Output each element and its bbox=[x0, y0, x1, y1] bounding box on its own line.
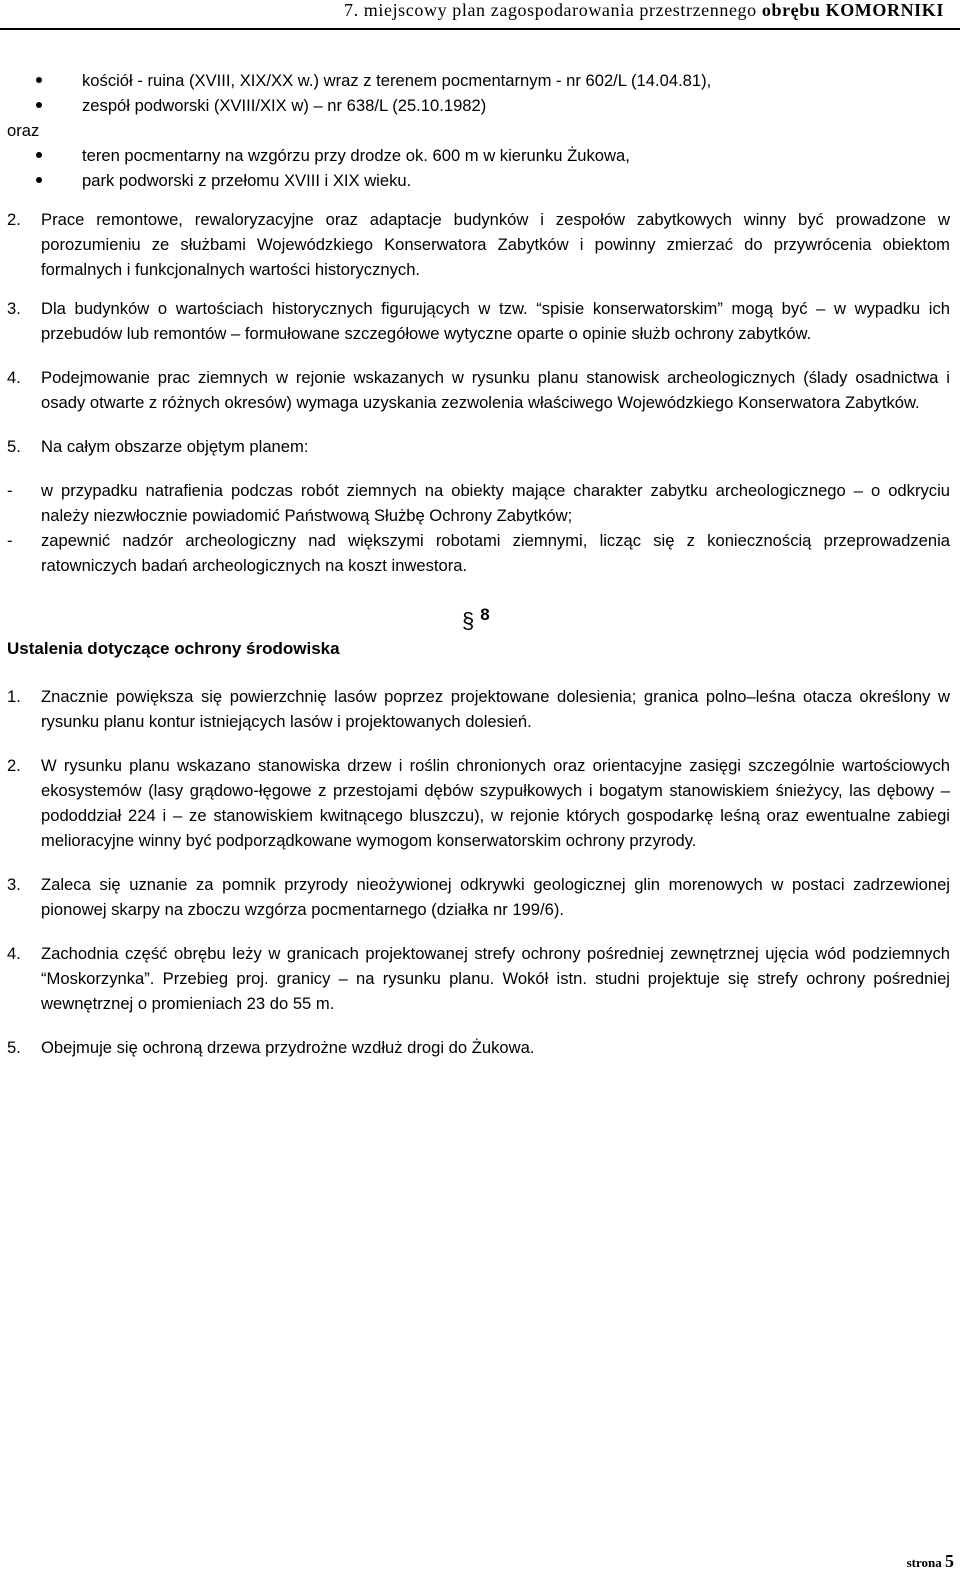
item-text: Podejmowanie prac ziemnych w rejonie wskazanych w rysunku planu stanowisk archeologicznych (ślady osadnictwa i osady otwarte z różnych okresów) wymaga uzyskania zezwolenia właściwego Wojewódzkiego Konserwatora Zabytków. bbox=[41, 368, 950, 412]
item-number: 3. bbox=[7, 299, 21, 318]
list-item bbox=[7, 68, 950, 93]
numbered-item bbox=[7, 1035, 950, 1060]
bullet-list-a bbox=[7, 68, 950, 118]
item-text: Obejmuje się ochroną drzewa przydrożne wzdłuż drogi do Żukowa. bbox=[41, 1038, 535, 1057]
item-text: Dla budynków o wartościach historycznych figurujących w tzw. “spisie konserwatorskim” mogą być – w wypadku ich przebudów lub remontów – formułowane szczegółowe wytyczne oparte o opinie służb ochrony zabytków. bbox=[41, 299, 950, 343]
page-header bbox=[0, 0, 960, 30]
header-bold-2: KOMORNIKI bbox=[825, 0, 944, 20]
dash-item-text: zapewnić nadzór archeologiczny nad większymi robotami ziemnymi, licząc się z koniecznością przeprowadzenia ratowniczych badań archeologicznych na koszt inwestora. bbox=[41, 531, 950, 575]
item-number: 4. bbox=[7, 368, 21, 387]
dash-item bbox=[7, 478, 950, 528]
dash-item-text: w przypadku natrafienia podczas robót ziemnych na obiekty mające charakter zabytku archeologicznego – o odkryciu należy niezwłocznie powiadomić Państwową Służbę Ochrony Zabytków; bbox=[41, 481, 950, 525]
item-text: Na całym obszarze objętym planem: bbox=[41, 437, 309, 456]
page-footer bbox=[907, 1551, 954, 1572]
list-item-text: teren pocmentarny na wzgórzu przy drodze ok. 600 m w kierunku Żukowa, bbox=[82, 146, 630, 165]
numbered-item bbox=[7, 684, 950, 734]
header-prefix: 7. miejscowy plan zagospodarowania przestrzennego bbox=[343, 0, 757, 20]
list-item-text: park podworski z przełomu XVIII i XIX wieku. bbox=[82, 171, 412, 190]
item-number: 5. bbox=[7, 1038, 21, 1057]
numbered-item bbox=[7, 365, 950, 415]
numbered-item bbox=[7, 753, 950, 853]
numbered-item bbox=[7, 941, 950, 1016]
list-item-text: kościół - ruina (XVIII, XIX/XX w.) wraz z terenem pocmentarnym - nr 602/L (14.04.81), bbox=[82, 71, 712, 90]
dash-item bbox=[7, 528, 950, 578]
numbered-item bbox=[7, 434, 950, 459]
page-number: 5 bbox=[945, 1551, 954, 1571]
bullet-icon bbox=[36, 152, 42, 158]
bullet-icon bbox=[36, 77, 42, 83]
item-number: 4. bbox=[7, 944, 21, 963]
section-heading bbox=[7, 600, 950, 670]
header-title bbox=[344, 0, 944, 21]
dash-mark: - bbox=[7, 531, 13, 550]
numbered-item bbox=[7, 296, 950, 346]
item-text: Zachodnia część obrębu leży w granicach projektowanej strefy ochrony pośredniej zewnętrznej ujęcia wód podziemnych “Moskorzynka”. Przebieg proj. granicy – na rysunku planu. Wokół istn. studni projektuje się strefy ochrony pośredniej wewnętrznej o promieniach 23 do 55 m. bbox=[41, 944, 950, 1013]
item-text: Znacznie powiększa się powierzchnię lasów poprzez projektowane dolesienia; granica polno–leśna otacza określony w rysunku planu kontur istniejących lasów i projektowanych dolesień. bbox=[41, 687, 950, 731]
list-item-text: zespół podworski (XVIII/XIX w) – nr 638/L (25.10.1982) bbox=[82, 96, 487, 115]
section-title: Ustalenia dotyczące ochrony środowiska bbox=[7, 639, 340, 658]
item-number: 1. bbox=[7, 687, 21, 706]
item-text: Zaleca się uznanie za pomnik przyrody nieożywionej odkrywki geologicznej glin morenowych w postaci zadrzewionej pionowej skarpy na zboczu wzgórza pocmentarnego (działka nr 199/6). bbox=[41, 875, 950, 919]
list-item bbox=[7, 143, 950, 168]
bullet-icon bbox=[36, 102, 42, 108]
item-number: 5. bbox=[7, 437, 21, 456]
numbered-item bbox=[7, 872, 950, 922]
numbered-item bbox=[7, 207, 950, 282]
dash-mark: - bbox=[7, 481, 13, 500]
item-number: 2. bbox=[7, 756, 21, 775]
item-text: W rysunku planu wskazano stanowiska drzew i roślin chronionych oraz orientacyjne zasięgi szczególnie wartościowych ekosystemów (lasy grądowo-łęgowe z przestojami dębów szypułkowych i bogatym stanowiskiem śnieżycy, las dębowy – pododdział 224 i – ze stanowiskiem kwitnącego bluszczu), w rejonie których gospodarkę leśną oraz ewentualne zabiegi melioracyjne winny być podporządkowane wymogom konserwatorskim ochrony przyrody. bbox=[41, 756, 950, 850]
list-item bbox=[7, 93, 950, 118]
footer-label: strona bbox=[906, 1555, 942, 1570]
connector-text: oraz bbox=[7, 121, 40, 140]
item-text: Prace remontowe, rewaloryzacyjne oraz adaptacje budynków i zespołów zabytkowych winny być prowadzone w porozumieniu ze służbami Wojewódzkiego Konserwatora Zabytków i powinny zmierzać do przywrócenia obiektom formalnych i funkcjonalnych wartości historycznych. bbox=[41, 210, 950, 279]
section-symbol: § bbox=[462, 608, 475, 633]
item-number: 2. bbox=[7, 210, 21, 229]
document-body bbox=[7, 68, 950, 1060]
section-number-value: 8 bbox=[480, 605, 490, 624]
header-bold-1: obrębu bbox=[761, 0, 821, 20]
bullet-icon bbox=[36, 177, 42, 183]
section-number bbox=[462, 600, 490, 633]
list-item bbox=[7, 168, 950, 193]
bullet-list-b bbox=[7, 143, 950, 193]
item-number: 3. bbox=[7, 875, 21, 894]
